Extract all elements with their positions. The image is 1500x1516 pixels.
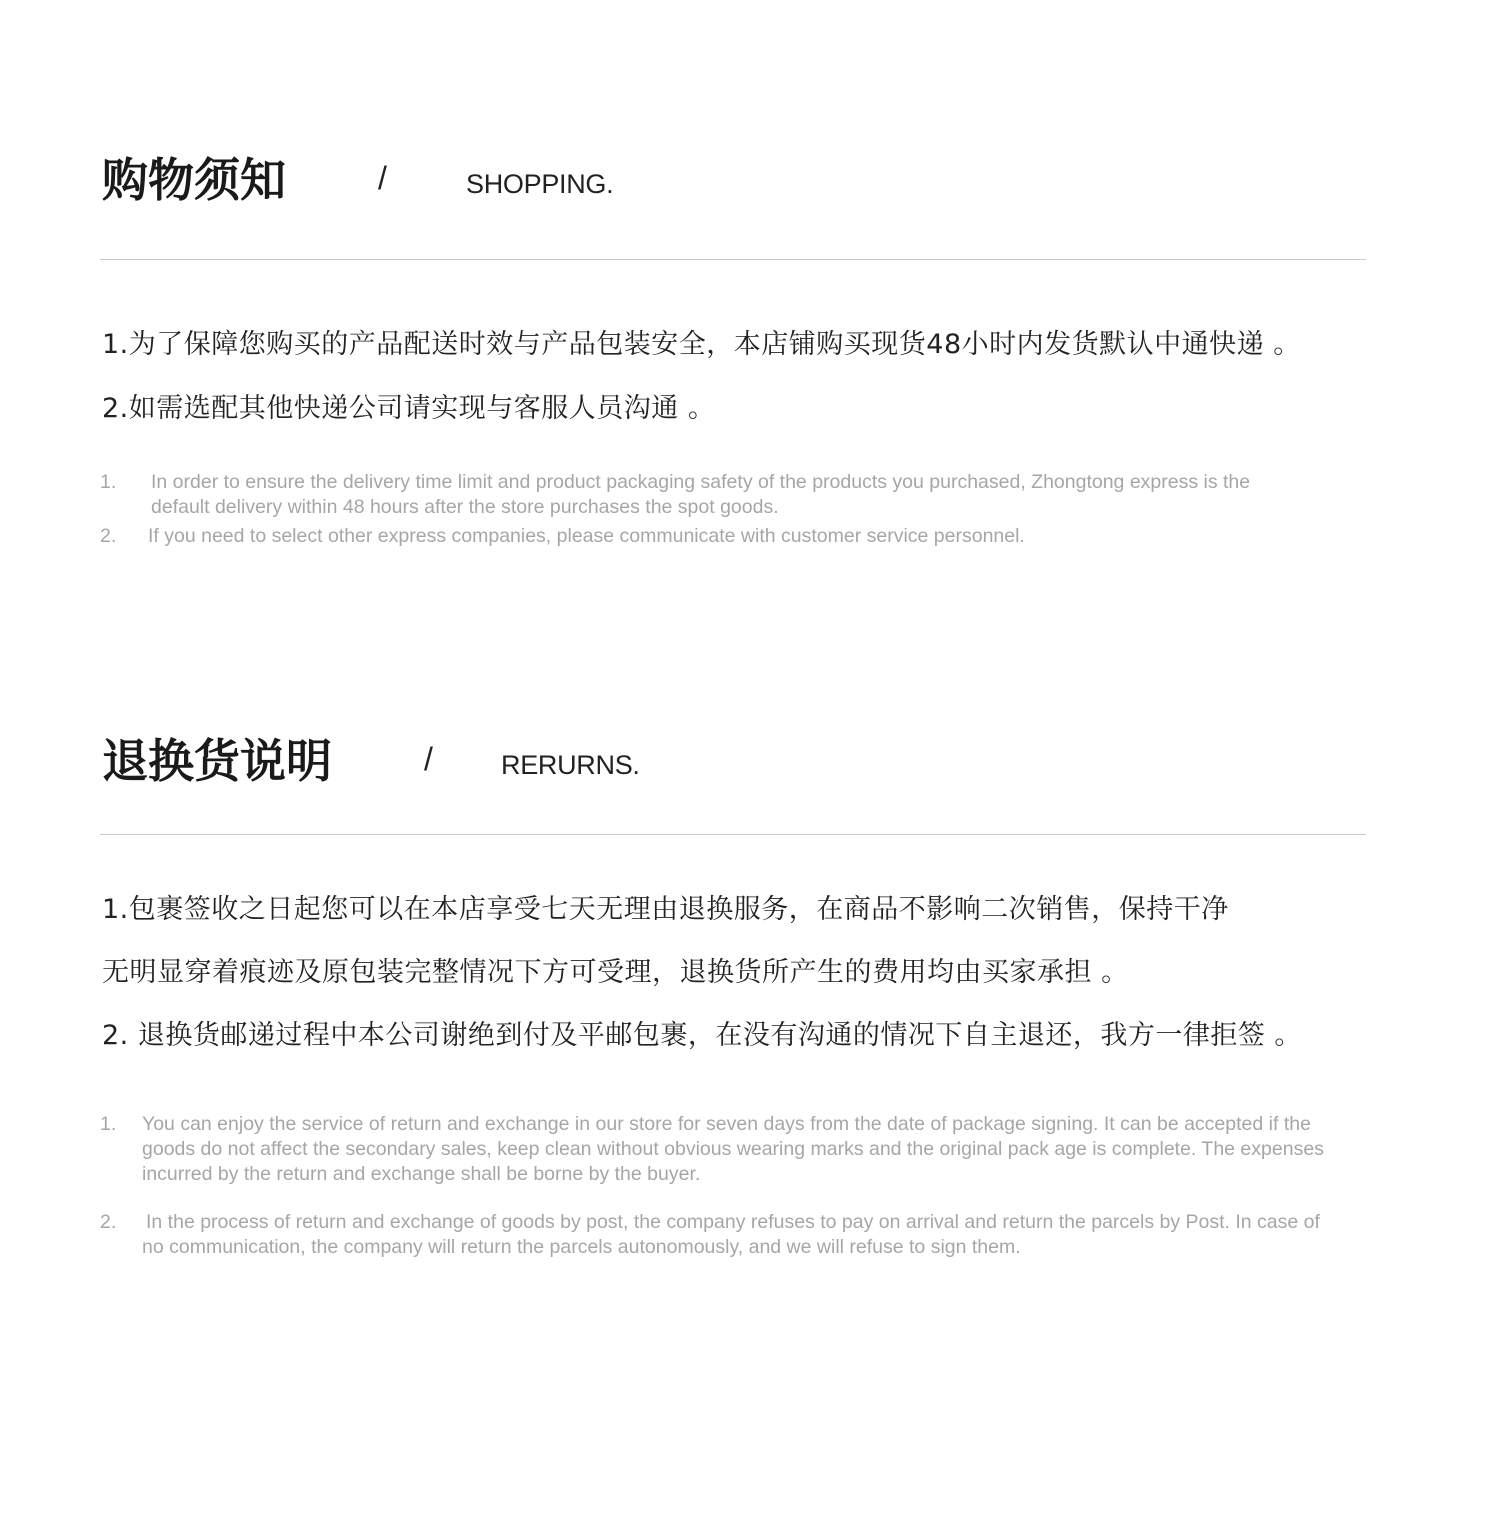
returns-note-1-number: 1. [100, 1113, 117, 1135]
shopping-title-slash: / [378, 160, 387, 196]
shopping-note-2 [100, 524, 1350, 549]
returns-note-2-text: In the process of return and exchange of goods by post, the company refuses to pay on arrival and return the parcels by Post. In case of no communication, the company will return the parcels autonomously, and we will refuse to sign them. [142, 1211, 1320, 1258]
returns-note-2-number: 2. [100, 1211, 117, 1233]
returns-line-2: 无明显穿着痕迹及原包装完整情况下方可受理，退换货所产生的费用均由买家承担 。 [102, 957, 1129, 988]
shopping-heading [102, 152, 1402, 222]
shopping-line-1: 1.为了保障您购买的产品配送时效与产品包装安全，本店铺购买现货48小时内发货默认中通快递 。 [102, 329, 1301, 360]
shopping-note-2-number: 2. [100, 525, 117, 547]
returns-heading [102, 733, 1402, 803]
shopping-title-zh: 购物须知 [102, 153, 286, 207]
returns-line-1: 1.包裹签收之日起您可以在本店享受七天无理由退换服务，在商品不影响二次销售，保持干净 [102, 894, 1229, 925]
returns-title-en: RERURNS. [501, 750, 640, 780]
returns-note-2 [100, 1210, 1330, 1260]
returns-line-3: 2. 退换货邮递过程中本公司谢绝到付及平邮包裹，在没有沟通的情况下自主退还，我方一律拒签 。 [102, 1020, 1302, 1051]
returns-note-1 [100, 1112, 1330, 1187]
shopping-note-1 [100, 470, 1300, 520]
shopping-title-en: SHOPPING. [466, 169, 614, 199]
shopping-note-1-text: In order to ensure the delivery time limit and product packaging safety of the products you purchased, Zhongtong express is the default delivery within 48 hours after the store purchases the spot goods. [151, 471, 1251, 518]
shopping-note-1-number: 1. [100, 471, 117, 493]
returns-title-zh: 退换货说明 [102, 734, 332, 788]
returns-note-1-text: You can enjoy the service of return and exchange in our store for seven days from the date of package signing. It can be accepted if the goods do not affect the secondary sales, keep clean without obvious wearing marks and the original pack age is complete. The expenses incurred by the return and exchange shall be borne by the buyer. [142, 1113, 1324, 1185]
shopping-note-2-text: If you need to select other express companies, please communicate with customer service personnel. [148, 525, 1025, 547]
returns-divider [100, 834, 1366, 835]
shopping-line-2: 2.如需选配其他快递公司请实现与客服人员沟通 。 [102, 393, 716, 424]
returns-title-slash: / [424, 741, 433, 777]
shopping-divider [100, 259, 1366, 260]
